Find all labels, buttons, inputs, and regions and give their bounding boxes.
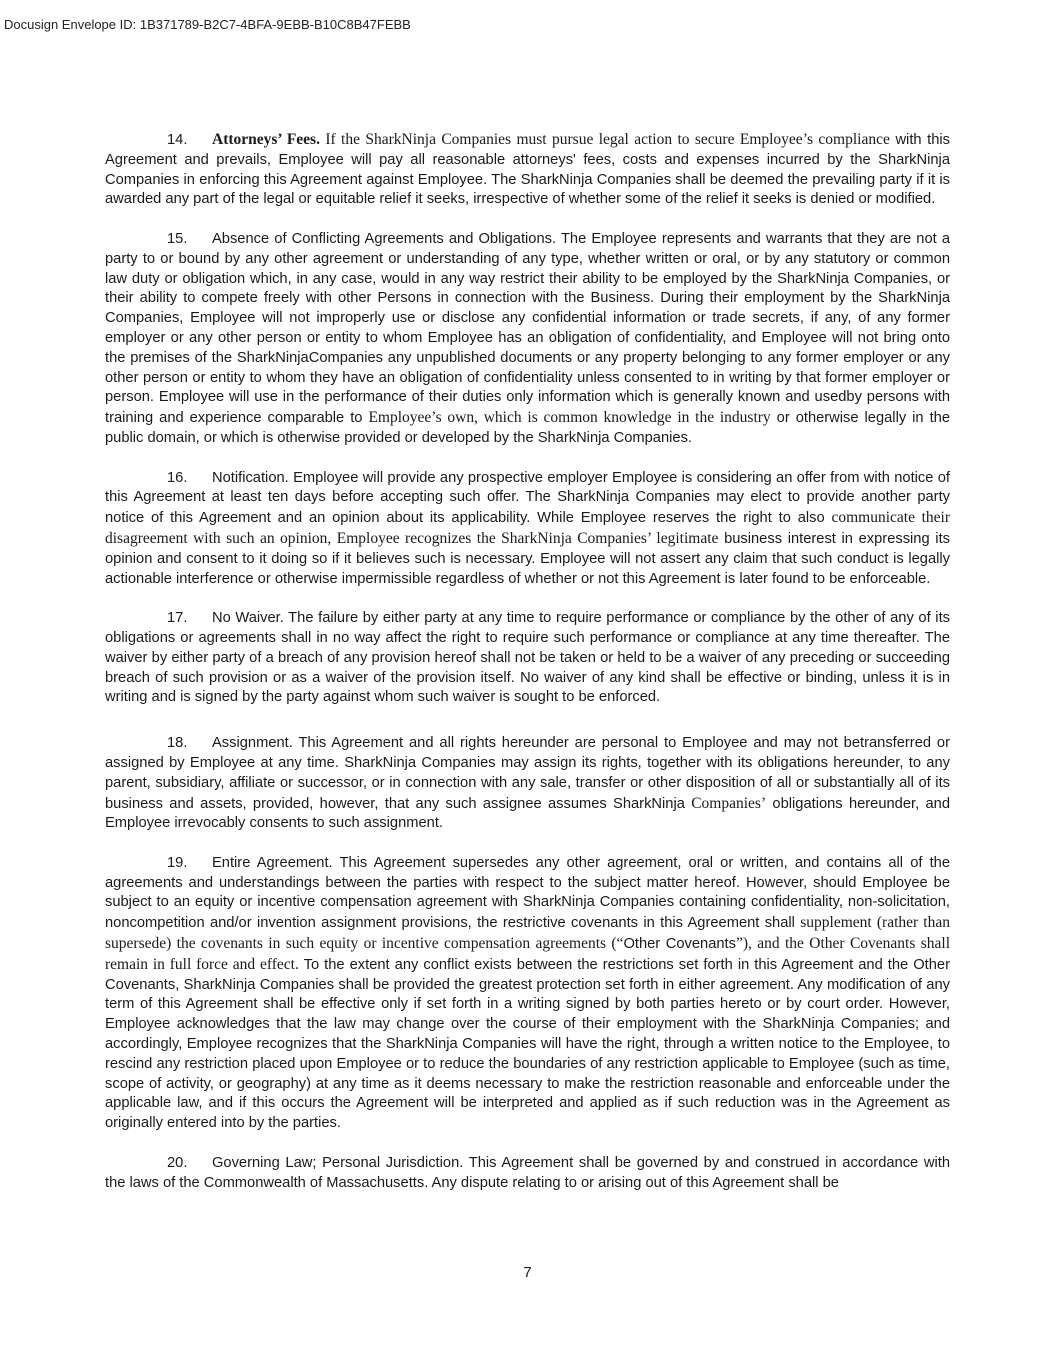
section-heading: Attorneys’ Fees. — [212, 131, 320, 148]
section-text-end: obligations hereunder, and Employee irrevocably consents to such assignment. — [105, 795, 950, 832]
docusign-envelope-id: Docusign Envelope ID: 1B371789-B2C7-4BFA-9EBB-B10C8B47FEBB — [4, 17, 411, 32]
section-number: 18. — [167, 735, 188, 752]
section-18-assignment — [105, 734, 950, 834]
section-text: This Agreement shall be governed by and construed in accordance with the laws of the Commonwealth of Massachusetts. Any dispute relating to or arising out of this Agreement shall be — [105, 1154, 951, 1191]
section-number: 20. — [167, 1154, 188, 1171]
section-number: 14. — [167, 132, 188, 148]
section-17-no-waiver — [105, 609, 950, 708]
section-text-serif: Employee’s own, which is common knowledge in the industry — [368, 409, 771, 427]
page-number: 7 — [523, 1264, 532, 1281]
section-text-mid: Other Covenants — [623, 936, 736, 953]
section-text-end: business interest in expressing its opinion and consent to it doing so if it believes such is necessary. Employee will not assert any claim that such conduct is legally actionable interference or otherwise impermissible regardless of whether or not this Agreement is later found to be enforceable. — [105, 530, 950, 587]
section-text-end: To the extent any conflict exists between the restrictions set forth in this Agreement and the Other Covenants, SharkNinja Companies shall be provided the greatest protection set forth in either agreement. Any modification of any term of this Agreement shall be effective only if set forth in a writing signed by both parties hereto or by court order. However, Employee acknowledges that the law may change over the course of their employment with the SharkNinja Companies; and accordingly, Employee recognizes that the SharkNinja Companies will have the right, through a written notice to the Employee, to rescind any restriction placed upon Employee or to reduce the boundaries of any restriction applicable to Employee (such as time, scope of activity, or geography) at any time as it deems necessary to make the restriction reasonable and enforceable under the applicable law, and if this occurs the Agreement will be interpreted and applied as if such reduction was in the Agreement as originally entered into by the parties. — [105, 956, 950, 1132]
section-text: The failure by either party at any time to require performance or compliance by the other of any of its obligations or agreements shall in no way affect the right to require such performance or compliance at any time thereafter. The waiver by either party of a breach of any provision hereof shall not be taken or held to be a waiver of any preceding or succeeding breach of such provision or as a waiver of the provision itself. No waiver of any kind shall be effective or binding, unless it is in writing and is signed by the party against whom such waiver is sought to be enforced. — [105, 610, 950, 706]
section-number: 16. — [167, 469, 188, 486]
document-body — [105, 130, 950, 1213]
section-number: 17. — [167, 610, 188, 627]
section-text-serif: If the SharkNinja Companies must pursue legal action to secure Employee’s compliance — [319, 131, 890, 148]
section-text: Employee will provide any prospective employer Employee is considering an offer from with notice of this Agreement at least ten days before accepting such offer. The SharkNinja Companies may elect to provide another party notice of this Agreement and an opinion about its applicability. While Employee reserves the right to also — [105, 469, 950, 527]
section-14-attorneys-fees — [105, 130, 950, 210]
section-20-governing-law — [105, 1154, 950, 1194]
section-heading: Entire Agreement. — [212, 854, 333, 871]
section-text-end: or otherwise legally in the public domain, or which is otherwise provided or developed by the SharkNinja Companies. — [105, 410, 950, 446]
section-text: with this Agreement and prevails, Employee will pay all reasonable attorneys' fees, costs and expenses incurred by the SharkNinja Companies in enforcing this Agreement against Employee. The SharkNinja Companies shall be deemed the prevailing party if it is awarded any part of the legal or equitable relief it seeks, irrespective of whether some of the relief it seeks is denied or modified. — [105, 132, 951, 208]
section-text: The Employee represents and warrants that they are not a party to or bound by any other agreement or understanding of any type, whether written or oral, or by any statutory or common law duty or obligation which, in any case, would in any way restrict their ability to be employed by the SharkNinja Companies, or their ability to compete freely with other Persons in connection with the Business. During their employment by the SharkNinja Companies, Employee will not improperly use or disclose any confidential information or trade secrets, if any, of any former employer or any other person or entity to whom Employee has an obligation of confidentiality, and Employee will not bring onto the premises of the SharkNinjaCompanies any unpublished documents or any property belonging to any former employer or any other person or entity to whom they have an obligation of confidentiality unless consented to in writing by that former employer or person. Employee will use in the performance of their duties only information which is generally known and usedby persons with training and experience comparable to — [105, 230, 950, 427]
section-heading: No Waiver. — [212, 610, 284, 627]
section-number: 19. — [167, 854, 188, 871]
section-text: This Agreement and all rights hereunder are personal to Employee and may not betransferred or assigned by Employee at any time. SharkNinja Companies may assign its rights, together with its obligations hereunder, to any parent, subsidiary, affiliate or successor, or in connection with any sale, transfer or other disposition of all or substantially all of its business and assets, provided, however, that any such assignee assumes SharkNinja — [105, 735, 950, 812]
section-15-conflicting-agreements — [105, 230, 950, 449]
section-heading: Governing Law; Personal Jurisdiction. — [212, 1154, 464, 1171]
section-number: 15. — [167, 230, 188, 247]
section-16-notification — [105, 469, 950, 590]
section-heading: Notification. — [212, 469, 289, 486]
section-text-serif: communicate their disagreement with such an opinion, Employee recognizes the SharkNinja Companies’ legitimate — [105, 509, 951, 547]
section-text-serif: supplement (rather than supersede) the covenants in such equity or incentive compensation agreements (“ — [105, 914, 950, 953]
section-text: This Agreement supersedes any other agreement, oral or written, and contains all of the agreements and understandings between the parties with respect to the subject matter hereof. However, should Employee be subject to an equity or incentive compensation agreement with SharkNinja Companies containing confidentiality, non-solicitation, noncompetition and/or invention assignment provisions, the restrictive covenants in this Agreement shall — [105, 854, 950, 932]
section-heading: Absence of Conflicting Agreements and Obligations. — [212, 230, 557, 247]
section-text-serif: Companies’ — [691, 794, 767, 812]
section-19-entire-agreement — [105, 854, 950, 1134]
section-heading: Assignment. — [212, 735, 293, 752]
section-text-serif-2: ”), and the Other Covenants shall remain in full force and effect. — [105, 935, 951, 973]
